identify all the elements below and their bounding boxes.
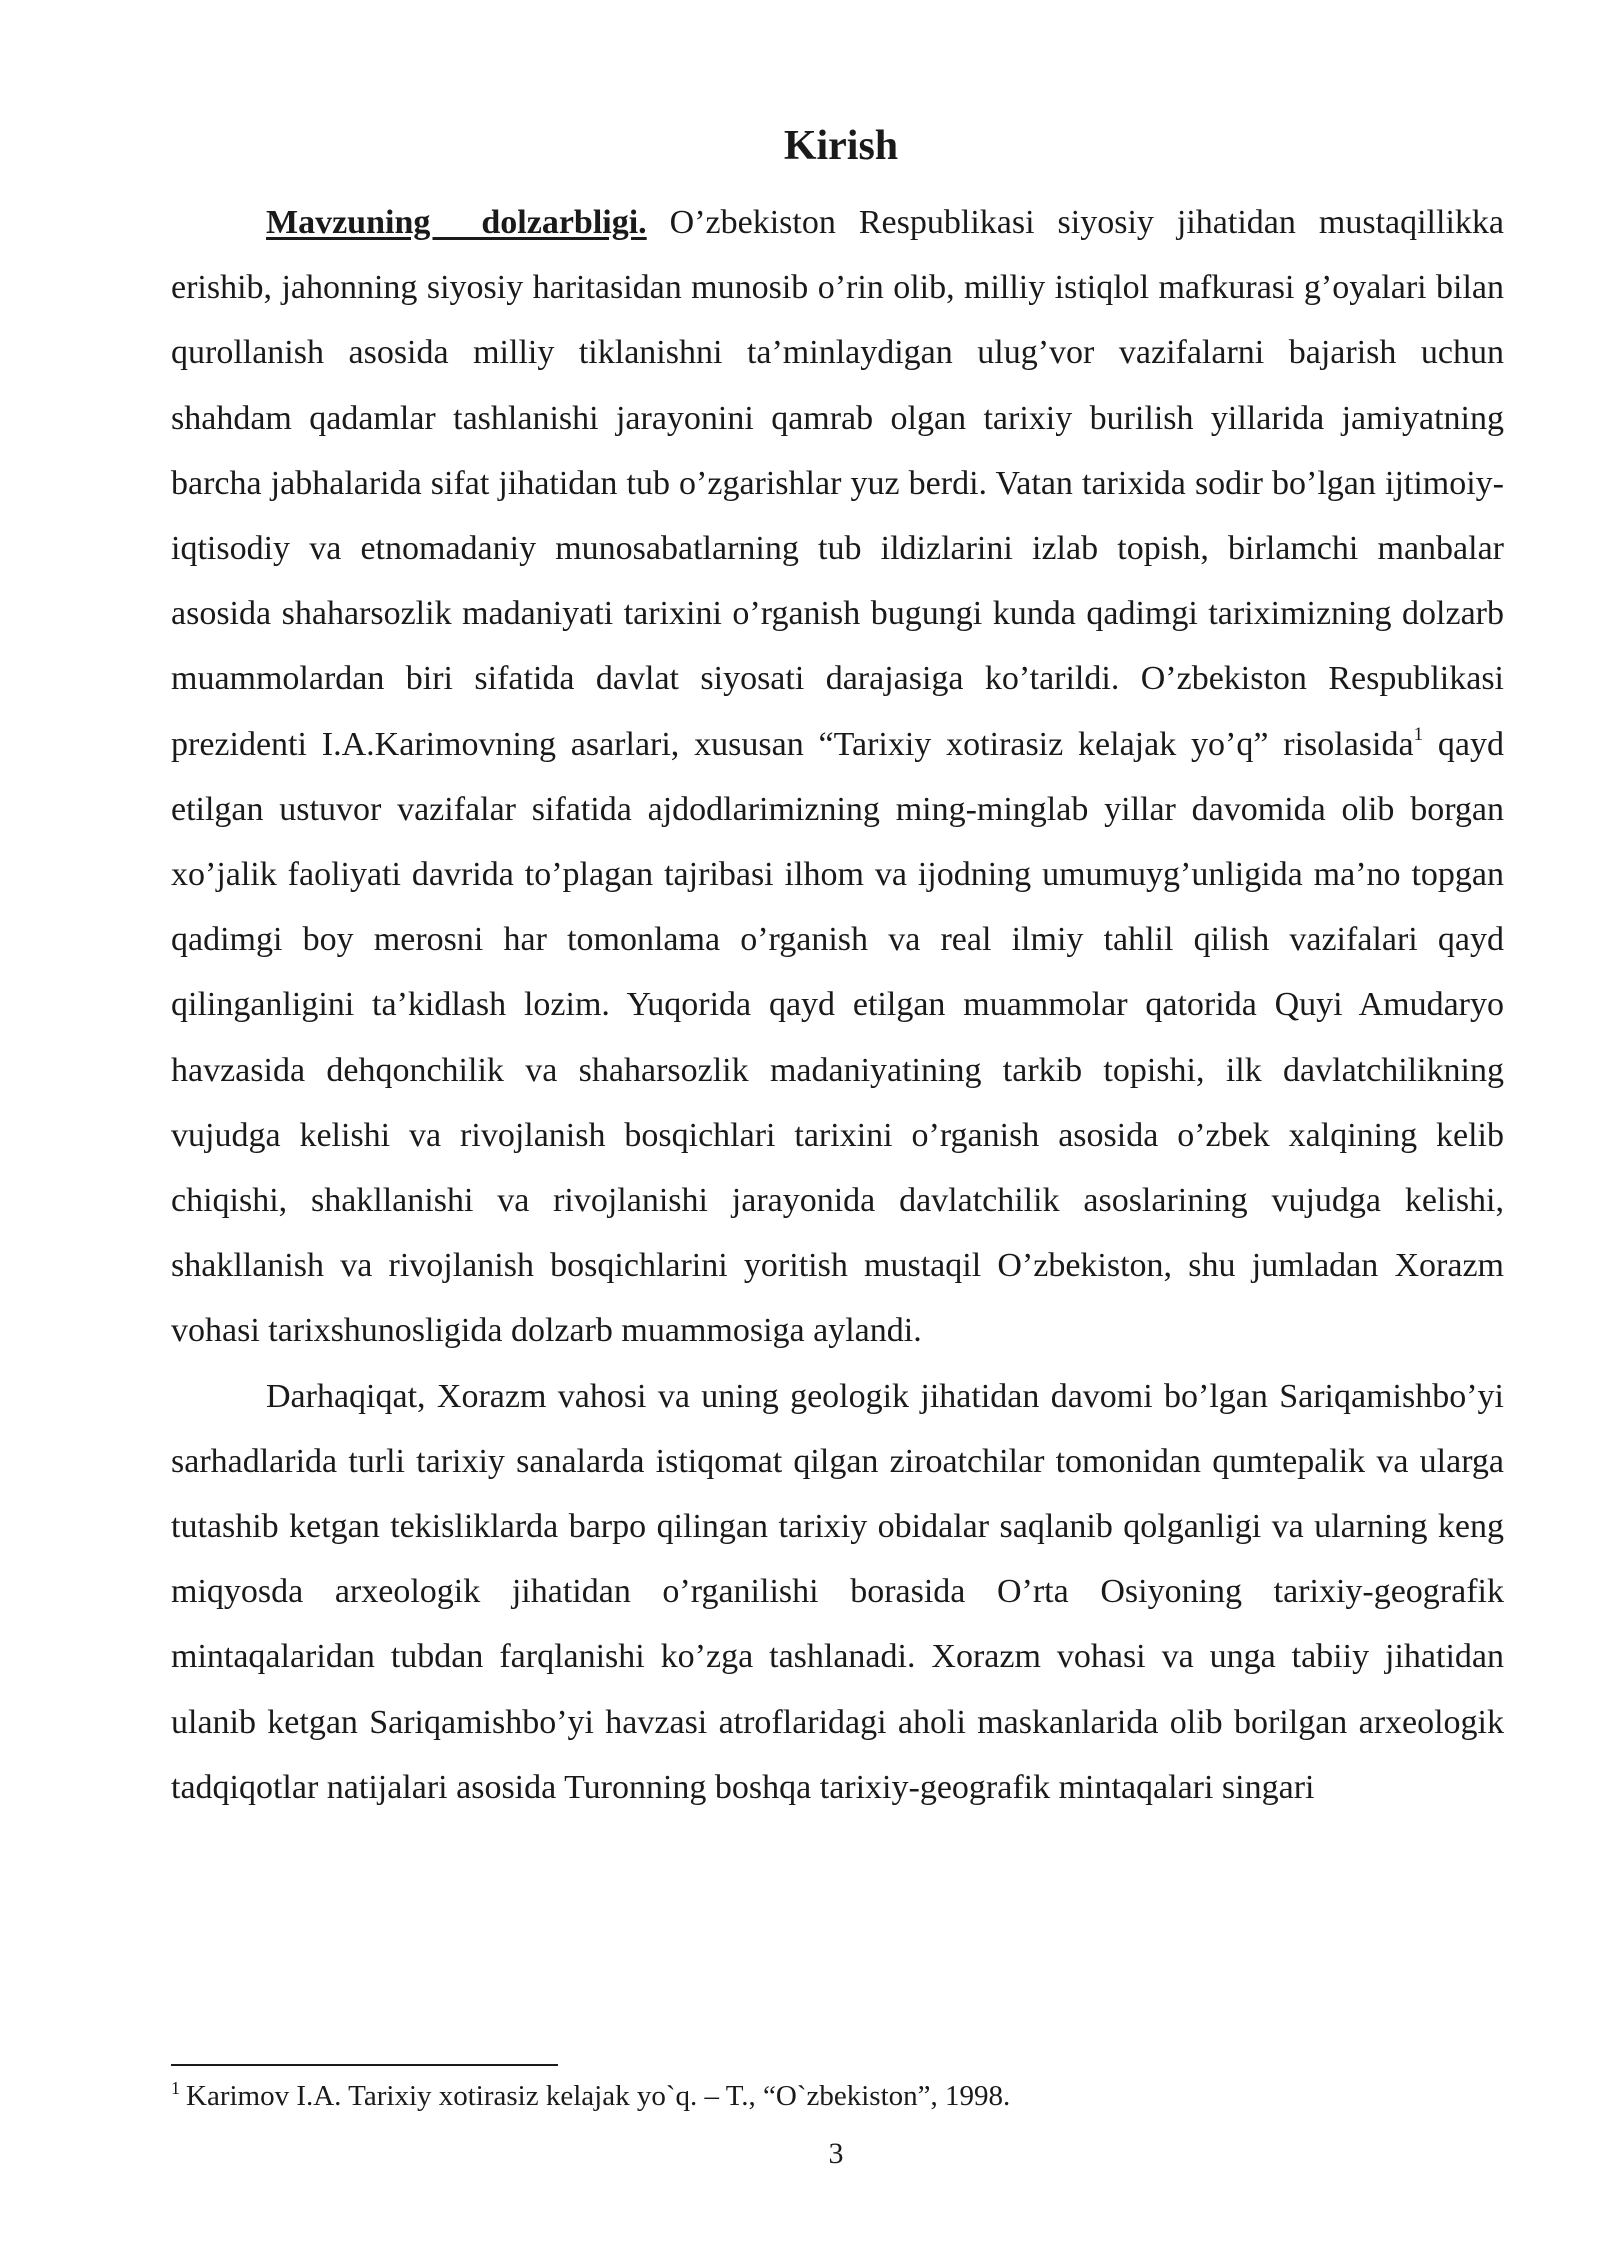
paragraph-1-text-a: O’zbekiston Respublikasi siyosiy jihatidan mustaqillikka erishib, jahonning siyosiy haritasidan munosib o’rin olib, milliy istiqlol mafkurasi g’oyalari bilan qurollanish asosida milliy tiklanishni ta’minlaydigan ulug’vor vazifalarni bajarish uchun shahdam qadamlar tashlanishi jarayonini qamrab olgan tarixiy burilish yillarida jamiyatning barcha jabhalarida sifat jihatidan tub o’zgarishlar yuz berdi. Vatan tarixida sodir bo’lgan ijtimoiy-iqtisodiy va etnomadaniy munosabatlarning tub ildizlarini izlab topish, birlamchi manbalar asosida shaharsozlik madaniyati tarixini o’rganish bugungi kunda qadimgi tariximizning dolzarb muammolardan biri sifatida davlat siyosati darajasiga ko’tarildi. O’zbekiston Respublikasi prezidenti I.A.Karimovning asarlari, xususan “Tarixiy xotirasiz kelajak yo’q” risolasida xyxy=(171,204,1504,763)
section-lead-heading: Mavzuning dolzarbligi. xyxy=(266,204,647,241)
page-title: Kirish xyxy=(783,123,899,169)
page-number: 3 xyxy=(828,2137,844,2170)
footnote xyxy=(171,2076,1504,2116)
footnote-reference[interactable]: 1 xyxy=(1413,723,1424,745)
footnote-marker: 1 xyxy=(171,2078,180,2098)
paragraph-1 xyxy=(171,190,1504,1364)
footnote-text: Karimov I.A. Tarixiy xotirasiz kelajak yo`q. – T., “O`zbekiston”, 1998. xyxy=(186,2080,1011,2112)
footnote-separator xyxy=(171,2064,558,2066)
body-text xyxy=(171,190,1504,1820)
paragraph-1-text-b: qayd etilgan ustuvor vazifalar sifatida ajdodlarimizning ming-minglab yillar davomida olib borgan xo’jalik faoliyati davrida to’plagan tajribasi ilhom va ijodning umumuyg’unligida ma’no topgan qadimgi boy merosni har tomonlama o’rganish va real ilmiy tahlil qilish vazifalari qayd qilinganligini ta’kidlash lozim. Yuqorida qayd etilgan muammolar qatorida Quyi Amudaryo havzasida dehqonchilik va shaharsozlik madaniyatining tarkib topishi, ilk davlatchilikning vujudga kelishi va rivojlanish bosqichlari tarixini o’rganish asosida o’zbek xalqining kelib chiqishi, shakllanishi va rivojlanishi jarayonida davlatchilik asoslarining vujudga kelishi, shakllanish va rivojlanish bosqichlarini yoritish mustaqil O’zbekiston, shu jumladan Xorazm vohasi tarixshunosligida dolzarb muammosiga aylandi. xyxy=(171,725,1504,1350)
paragraph-2: Darhaqiqat, Xorazm vahosi va uning geologik jihatidan davomi bo’lgan Sariqamishbo’yi sarhadlarida turli tarixiy sanalarda istiqomat qilgan ziroatchilar tomonidan qumtepalik va ularga tutashib ketgan tekisliklarda barpo qilingan tarixiy obidalar saqlanib qolganligi va ularning keng miqyosda arxeologik jihatidan o’rganilishi borasida O’rta Osiyoning tarixiy-geografik mintaqalaridan tubdan farqlanishi ko’zga tashlanadi. Xorazm vohasi va unga tabiiy jihatidan ulanib ketgan Sariqamishbo’yi havzasi atroflaridagi aholi maskanlarida olib borilgan arxeologik tadqiqotlar natijalari asosida Turonning boshqa tarixiy-geografik mintaqalari singari xyxy=(171,1377,1504,1806)
